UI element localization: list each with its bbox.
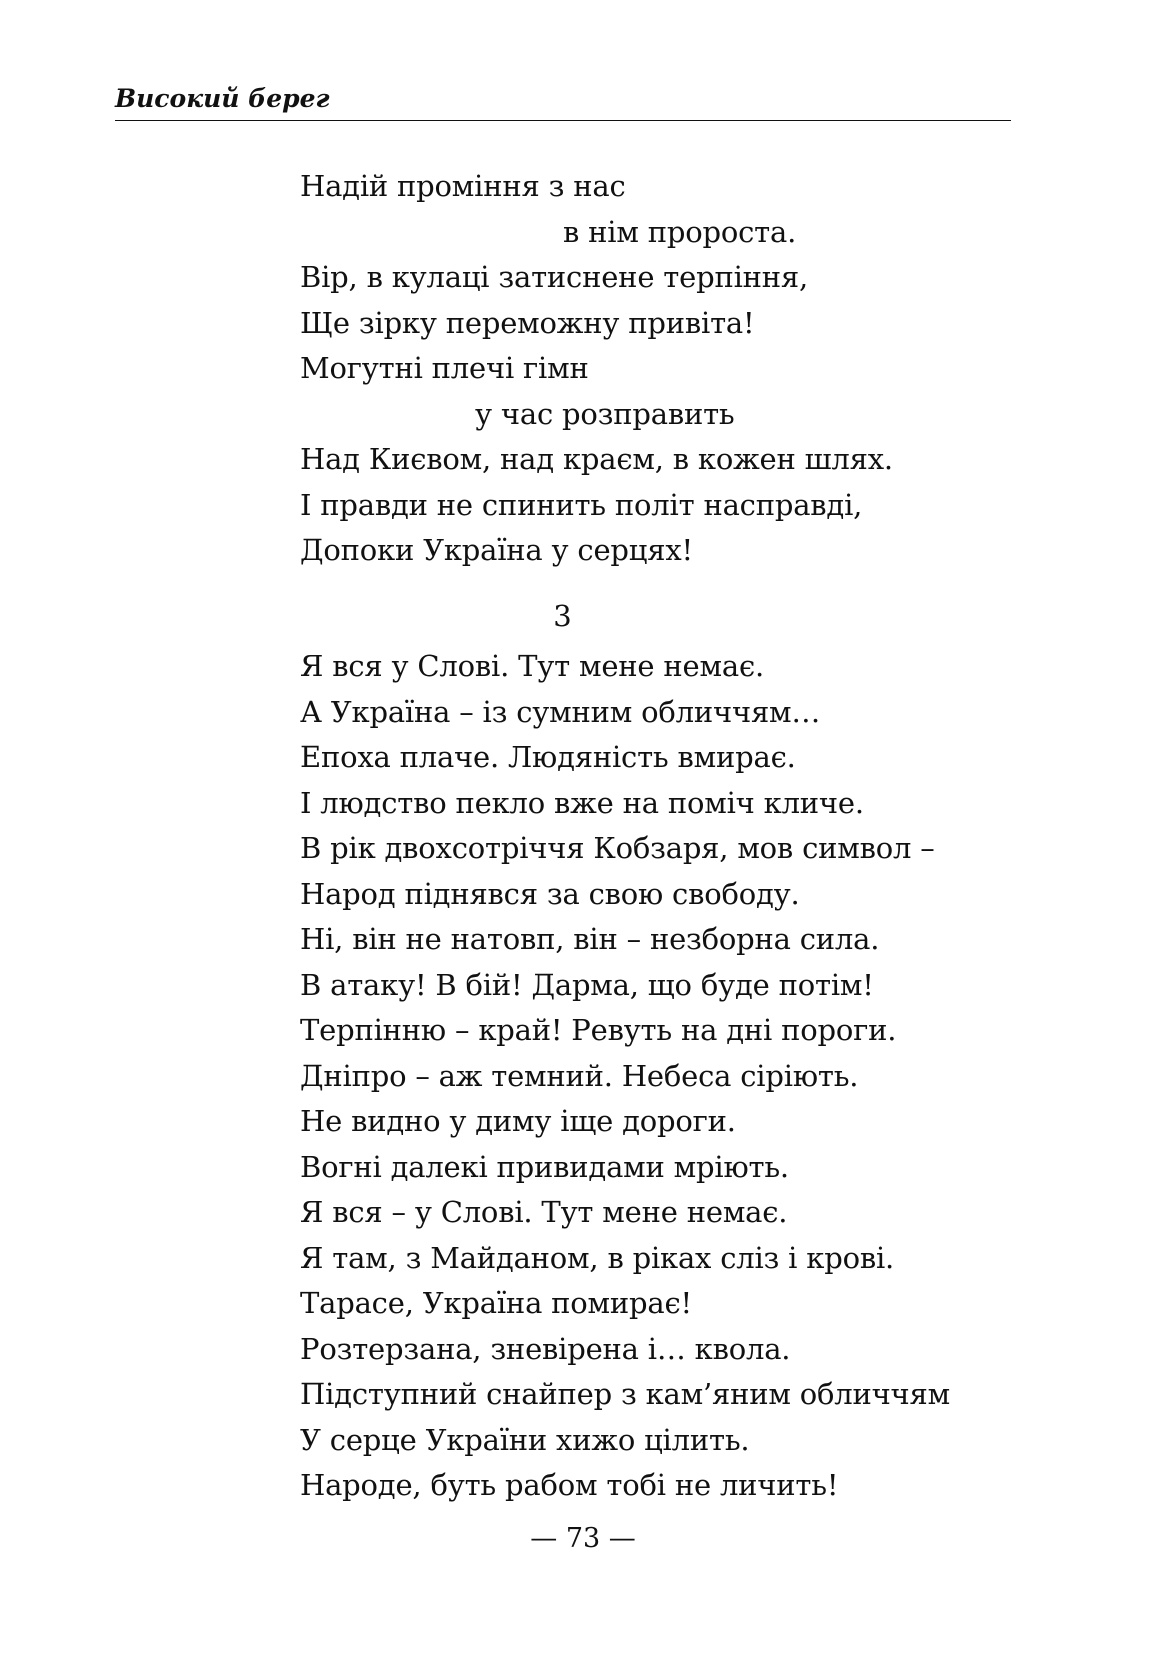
verse-line: В атаку! В бій! Дарма, що буде потім! (300, 967, 874, 1002)
verse-line: Ще зірку переможну привіта! (300, 305, 755, 340)
verse-line: у час розправить (475, 396, 735, 431)
verse-line: Могутні плечі гімн (300, 351, 589, 385)
verse-line: А Україна – із сумним обличчям… (300, 694, 821, 729)
verse-line: Над Києвом, над краєм, в кожен шлях. (300, 442, 893, 476)
poem-stanza-continued (300, 164, 893, 574)
verse-line: Допоки Україна у серцях! (300, 533, 693, 567)
verse-line: У серце України хижо цілить. (300, 1422, 750, 1457)
verse-line: Терпінню – край! Ревуть на дні пороги. (300, 1013, 897, 1047)
header-divider (115, 120, 1011, 121)
verse-line: в нім пророста. (563, 214, 797, 249)
verse-line: Розтерзана, зневірена і… квола. (300, 1331, 791, 1366)
poem-section-3 (300, 644, 950, 1509)
verse-line: Не видно у диму іще дороги. (300, 1104, 736, 1138)
verse-line: Підступний снайпер з кам’яним обличчям (300, 1377, 950, 1411)
verse-line: Вогні далекі привидами мріють. (300, 1149, 789, 1184)
verse-line: Ні, він не натовп, він – незборна сила. (300, 922, 880, 956)
verse-line: Народе, буть рабом тобі не личить! (300, 1468, 839, 1502)
verse-line: Дніпро – аж темний. Небеса сіріють. (300, 1058, 859, 1093)
verse-line: І правди не спинить політ насправді, (300, 487, 863, 522)
verse-line: Народ піднявся за свою свободу. (300, 876, 800, 911)
verse-line: В рік двохсотріччя Кобзаря, мов символ – (300, 831, 935, 865)
verse-line: Я вся у Слові. Тут мене немає. (300, 649, 765, 683)
running-head-title: Високий берег (115, 84, 330, 113)
verse-line: Вір, в кулаці затиснене терпіння, (300, 260, 809, 294)
page-number: — 73 — (530, 1523, 636, 1554)
section-number: 3 (553, 599, 572, 633)
verse-line: Тарасе, Україна помирає! (300, 1286, 692, 1320)
verse-line: Епоха плаче. Людяність вмирає. (300, 740, 796, 774)
verse-line: І людство пекло вже на поміч кличе. (300, 785, 864, 820)
verse-line: Я там, з Майданом, в ріках сліз і крові. (300, 1240, 895, 1275)
verse-line: Я вся – у Слові. Тут мене немає. (300, 1195, 788, 1229)
verse-line: Надій проміння з нас (300, 169, 626, 203)
